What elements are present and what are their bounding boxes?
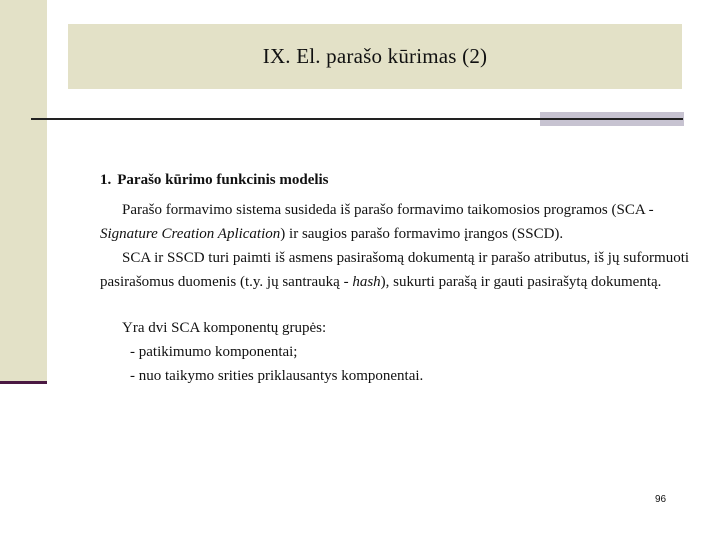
left-decor-line bbox=[0, 381, 47, 384]
slide-number: 96 bbox=[655, 494, 667, 505]
groups-intro: Yra dvi SCA komponentų grupės: bbox=[122, 320, 327, 336]
component-groups bbox=[100, 316, 695, 388]
paragraph-1-after: ) ir saugios parašo formavimo įrangos (SSCD). bbox=[280, 226, 564, 242]
list-item: - patikimumo komponentai; bbox=[130, 344, 298, 360]
paragraph-1-italic: Signature Creation Aplication bbox=[100, 226, 281, 242]
title-box bbox=[68, 24, 682, 89]
left-decor-bar bbox=[0, 0, 47, 383]
paragraph-2-italic: hash bbox=[352, 274, 381, 290]
paragraph-1 bbox=[100, 198, 695, 246]
paragraph-1-before: Parašo formavimo sistema susideda iš parašo formavimo taikomosios programos (SCA - bbox=[122, 202, 654, 218]
title-rule bbox=[31, 118, 683, 120]
section-heading-text: Parašo kūrimo funkcinis modelis bbox=[117, 172, 329, 188]
paragraph-2 bbox=[100, 246, 695, 294]
paragraph-2-after: ), sukurti parašą ir gauti pasirašytą dokumentą. bbox=[380, 274, 662, 290]
paragraph-2-before: SCA ir SSCD turi paimti iš asmens pasirašomą dokumentą ir parašo atributus, iš jų suformuoti pasirašomus duomenis (t.y. jų santrauką - bbox=[100, 250, 690, 290]
slide-title: IX. El. parašo kūrimas (2) bbox=[262, 44, 488, 68]
slide-content bbox=[100, 168, 695, 388]
list-item: - nuo taikymo srities priklausantys komponentai. bbox=[130, 368, 424, 384]
section-number: 1. bbox=[100, 172, 112, 188]
section-heading bbox=[100, 168, 695, 192]
